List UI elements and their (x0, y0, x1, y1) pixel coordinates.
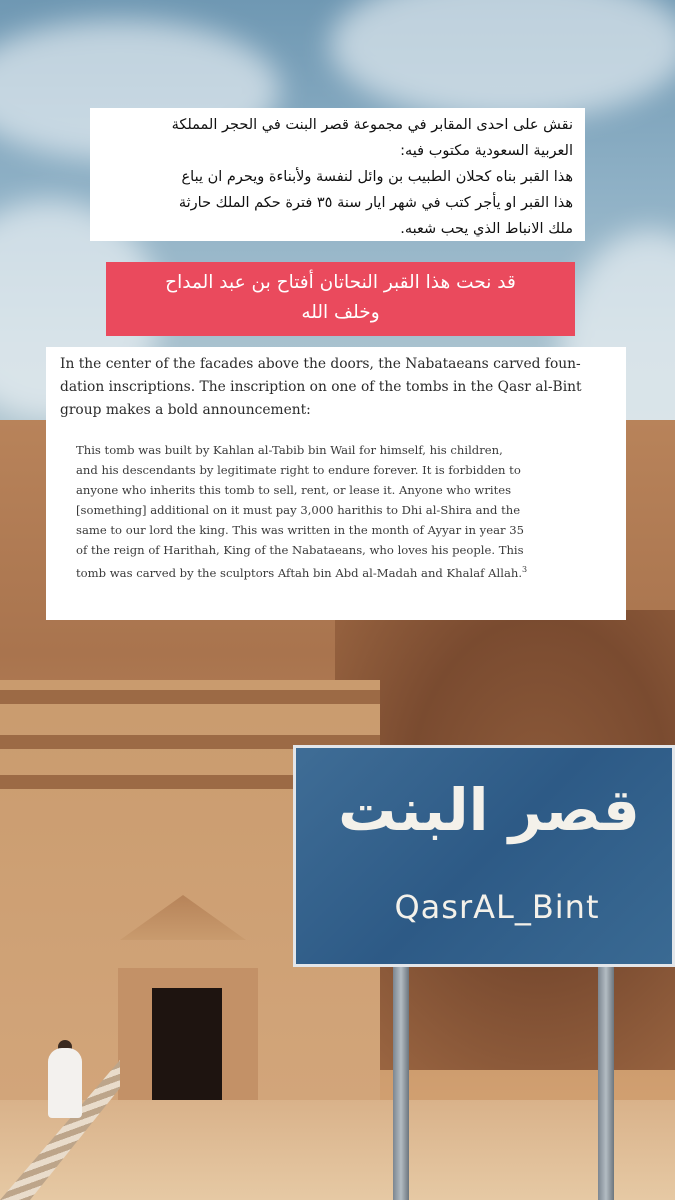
book-excerpt (46, 347, 626, 620)
sign-arabic-text: قصر البنت (338, 776, 640, 844)
arabic-line: هذا القبر او يأجر كتب في شهر ايار سنة ٣٥ فترة حكم الملك حارثة (178, 195, 573, 211)
arabic-line: العربية السعودية مكتوب فيه: (400, 143, 573, 159)
arabic-line: هذا القبر بناه كحلان الطبيب بن وائل لنفسة ولأبناءة ويحرم ان يباع (181, 169, 573, 185)
cornice (0, 690, 380, 704)
excerpt-quote-line: This tomb was built by Kahlan al-Tabib bin Wail for himself, his children, (76, 443, 503, 457)
excerpt-intro (60, 353, 612, 422)
excerpt-quote-line: of the reign of Harithah, King of the Nabataeans, who loves his people. This (76, 543, 524, 557)
excerpt-quote-line: [something] additional on it must pay 3,000 harithis to Dhi al-Shira and the (76, 503, 521, 517)
excerpt-quote (60, 440, 612, 583)
arabic-caption-box (90, 108, 585, 241)
excerpt-intro-line: In the center of the facades above the doors, the Nabataeans carved foun- (60, 356, 581, 372)
tomb-door (152, 988, 222, 1118)
arabic-line: نقش على احدى المقابر في مجموعة قصر البنت في الحجر المملكة (171, 117, 573, 133)
sign-post (598, 960, 614, 1200)
sign-latin-text: QasrAL_Bint (394, 888, 600, 926)
excerpt-intro-line: group makes a bold announcement: (60, 402, 311, 418)
excerpt-intro-line: dation inscriptions. The inscription on one of the tombs in the Qasr al-Bint (60, 379, 582, 395)
excerpt-quote-last-line (76, 560, 612, 583)
site-sign (293, 745, 675, 967)
excerpt-quote-line: same to our lord the king. This was written in the month of Ayyar in year 35 (76, 523, 524, 537)
ground (0, 1100, 675, 1200)
arabic-line: ملك الانباط الذي يحب شعبه. (400, 221, 573, 237)
highlight-caption-box (106, 262, 575, 336)
highlight-line: وخلف الله (301, 302, 380, 323)
person (48, 1048, 82, 1118)
excerpt-quote-line: tomb was carved by the sculptors Aftah bin Abd al-Madah and Khalaf Allah. (76, 565, 523, 580)
footnote-marker: 3 (522, 565, 528, 574)
excerpt-quote-line: anyone who inherits this tomb to sell, rent, or lease it. Anyone who writes (76, 483, 512, 497)
highlight-line: قد نحت هذا القبر النحاتان أفتاح بن عبد المداح (165, 272, 516, 293)
excerpt-quote-line: and his descendants by legitimate right to endure forever. It is forbidden to (76, 463, 521, 477)
sign-post (393, 950, 409, 1200)
